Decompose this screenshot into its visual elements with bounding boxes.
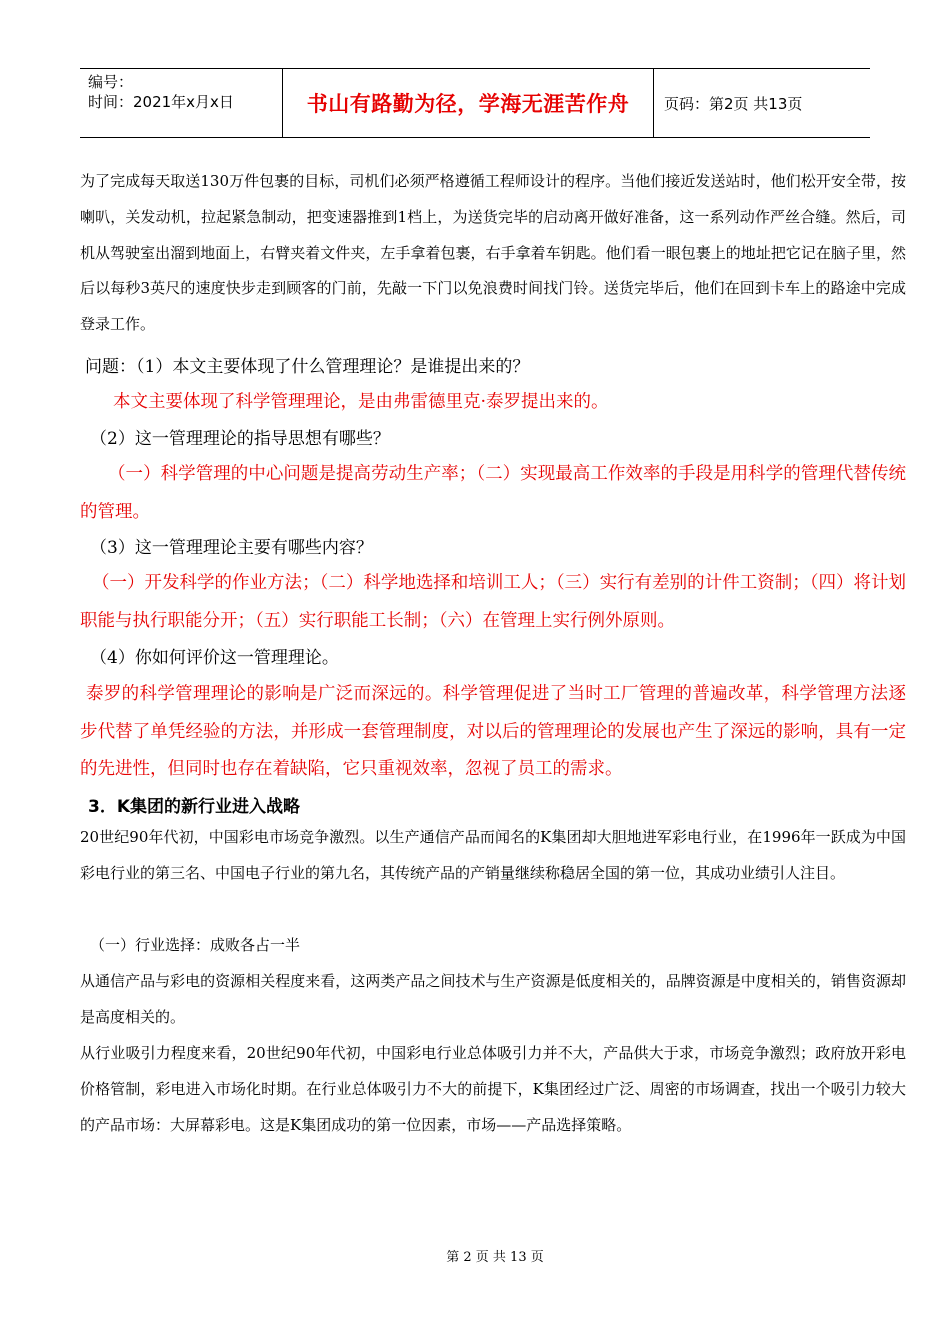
header-page-label: 页码：第2页 共13页 (664, 94, 803, 113)
question-2: （2）这一管理理论的指导思想有哪些？ (90, 429, 390, 449)
doc-date-label: 时间：2021年x月x日 (88, 93, 234, 111)
paragraph-courier-procedure: 为了完成每天取送130万件包裹的目标，司机们必须严格遵循工程师设计的程序。当他们接近发送站时，他们松开安全带，按喇叭，关发动机，拉起紧急制动，把变速器推到1档上，为送货完毕的启动离开做好准备，这一系列动作严丝合缝。然后，司机从驾驶室出溜到地面上，右臂夹着文件夹，左手拿着包裹，右手拿着车钥匙。他们看一眼包裹上的地址把它记在脑子里，然后以每秒3英尺的速度快步走到顾客的门前，先敲一下门以免浪费时间找门铃。送货完毕后，他们在回到卡车上的路途中完成登录工作。 (80, 172, 906, 334)
subheading-industry-choice: （一）行业选择：成败各占一半 (90, 936, 301, 954)
page-header (80, 68, 870, 138)
answer-2: （一）科学管理的中心问题是提高劳动生产率；（二）实现最高工作效率的手段是用科学的管理代替传统的管理。 (80, 464, 906, 522)
section-heading-3: 3．K集团的新行业进入战略 (88, 797, 301, 817)
header-meta (80, 69, 282, 137)
question-4: （4）你如何评价这一管理理论。 (90, 648, 339, 668)
question-1: 问题：（1）本文主要体现了什么管理理论？是谁提出来的？ (85, 357, 530, 377)
doc-number-label: 编号： (88, 73, 134, 91)
answer-3: （一）开发科学的作业方法；（二）科学地选择和培训工人；（三）实行有差别的计件工资制；（四）将计划职能与执行职能分开；（五）实行职能工长制；（六）在管理上实行例外原则。 (80, 573, 906, 631)
page-footer: 第 2 页 共 13 页 (446, 1250, 544, 1265)
header-motto: 书山有路勤为径，学海无涯苦作舟 (306, 92, 630, 116)
answer-1: 本文主要体现了科学管理理论，是由弗雷德里克·泰罗提出来的。 (113, 392, 609, 412)
paragraph-industry-attractiveness: 从行业吸引力程度来看，20世纪90年代初，中国彩电行业总体吸引力并不大，产品供大于求，市场竞争激烈；政府放开彩电价格管制，彩电进入市场化时期。在行业总体吸引力不大的前提下，K集团经过广泛、周密的市场调查，找出一个吸引力较大的产品市场：大屏幕彩电。这是K集团成功的第一位因素，市场——产品选择策略。 (80, 1044, 906, 1134)
paragraph-k-group-intro: 20世纪90年代初，中国彩电市场竞争激烈。以生产通信产品而闻名的K集团却大胆地进军彩电行业，在1996年一跃成为中国彩电行业的第三名、中国电子行业的第九名，其传统产品的产销量继续称稳居全国的第一位，其成功业绩引人注目。 (80, 828, 906, 882)
header-motto-cell (282, 69, 654, 137)
answer-4: 泰罗的科学管理理论的影响是广泛而深远的。科学管理促进了当时工厂管理的普遍改革，科学管理方法逐步代替了单凭经验的方法，并形成一套管理制度，对以后的管理理论的发展也产生了深远的影响，具有一定的先进性，但同时也存在着缺陷，它只重视效率，忽视了员工的需求。 (80, 684, 906, 779)
question-3: （3）这一管理理论主要有哪些内容？ (90, 538, 373, 558)
paragraph-resource-relevance: 从通信产品与彩电的资源相关程度来看，这两类产品之间技术与生产资源是低度相关的，品牌资源是中度相关的，销售资源却是高度相关的。 (80, 972, 906, 1026)
header-page-cell (654, 69, 870, 137)
